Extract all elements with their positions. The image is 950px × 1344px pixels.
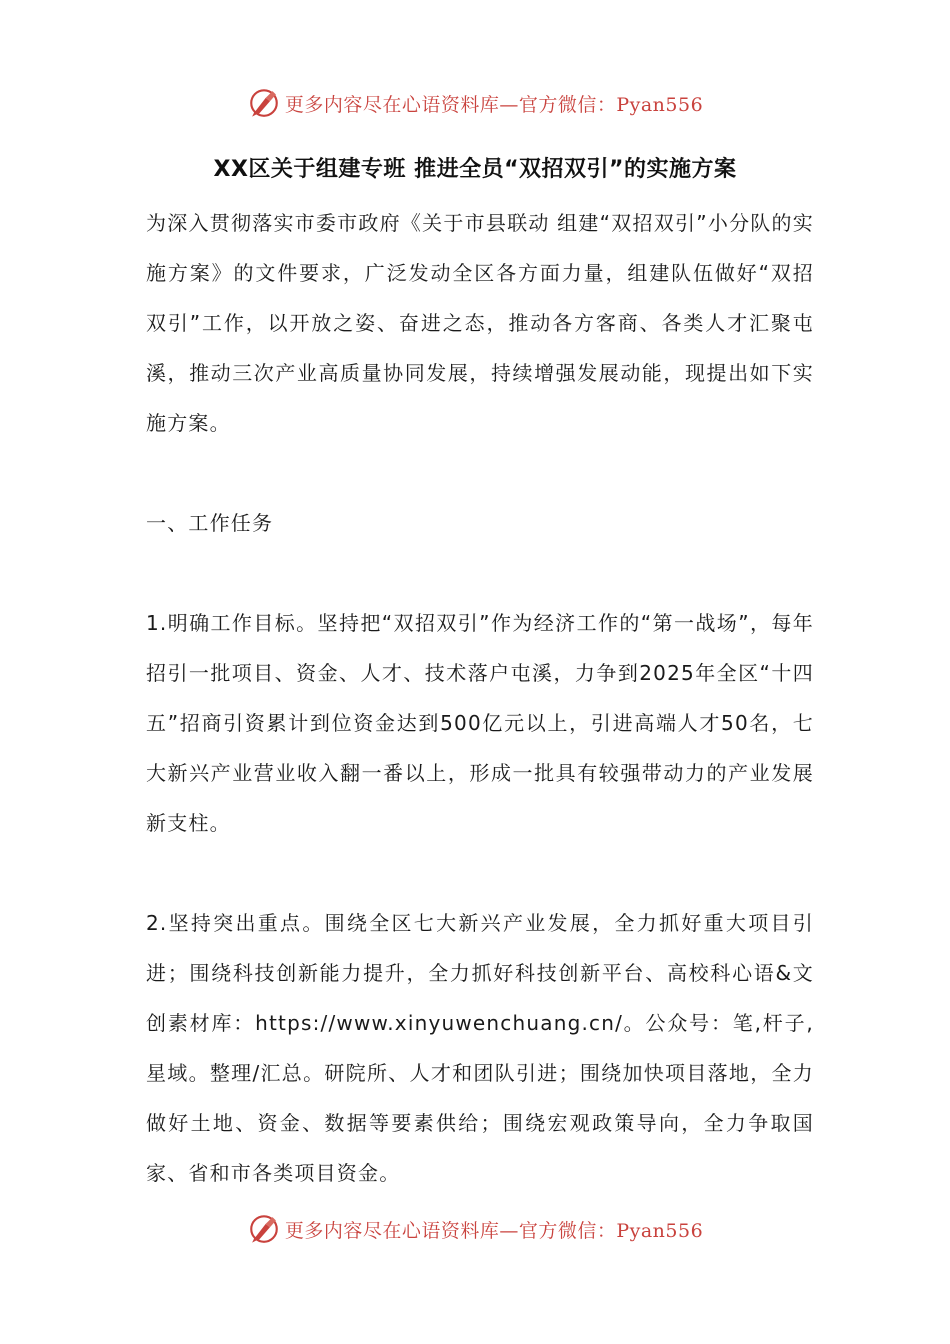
watermark-header — [0, 86, 950, 120]
pen-logo-icon — [247, 1212, 281, 1246]
paragraph-spacer — [146, 448, 814, 498]
paragraph-spacer — [146, 848, 814, 898]
task-item-1: 1.明确工作目标。坚持把“双招双引”作为经济工作的“第一战场”，每年招引一批项目、资金、人才、技术落户屯溪，力争到2025年全区“十四五”招商引资累计到位资金达到500亿元以上，引进高端人才50名，七大新兴产业营业收入翻一番以上，形成一批具有较强带动力的产业发展新支柱。 — [146, 611, 814, 835]
document-title: XX区关于组建专班 推进全员“双招双引”的实施方案 — [213, 157, 737, 182]
watermark-footer — [0, 1212, 950, 1246]
watermark-text: 更多内容尽在心语资料库—官方微信：Pyan556 — [284, 93, 704, 116]
document-body — [146, 200, 814, 1198]
watermark-text: 更多内容尽在心语资料库—官方微信：Pyan556 — [284, 1219, 704, 1242]
section-heading: 一、工作任务 — [146, 511, 274, 535]
task-item-2: 2.坚持突出重点。围绕全区七大新兴产业发展，全力抓好重大项目引进；围绕科技创新能力提升，全力抓好科技创新平台、高校科心语&文创素材库：https://www.xinyuwenchuang.cn/。公众号：笔,杆子,星域。整理/汇总。研院所、人才和团队引进；围绕加快项目落地，全力做好土地、资金、数据等要素供给；围绕宏观政策导向，全力争取国家、省和市各类项目资金。 — [146, 911, 814, 1185]
pen-logo-icon — [247, 86, 281, 120]
paragraph-spacer — [146, 548, 814, 598]
intro-paragraph: 为深入贯彻落实市委市政府《关于市县联动 组建“双招双引”小分队的实施方案》的文件要求，广泛发动全区各方面力量，组建队伍做好“双招双引”工作，以开放之姿、奋进之态，推动各方客商、各类人才汇聚屯溪，推动三次产业高质量协同发展，持续增强发展动能，现提出如下实施方案。 — [146, 211, 814, 435]
